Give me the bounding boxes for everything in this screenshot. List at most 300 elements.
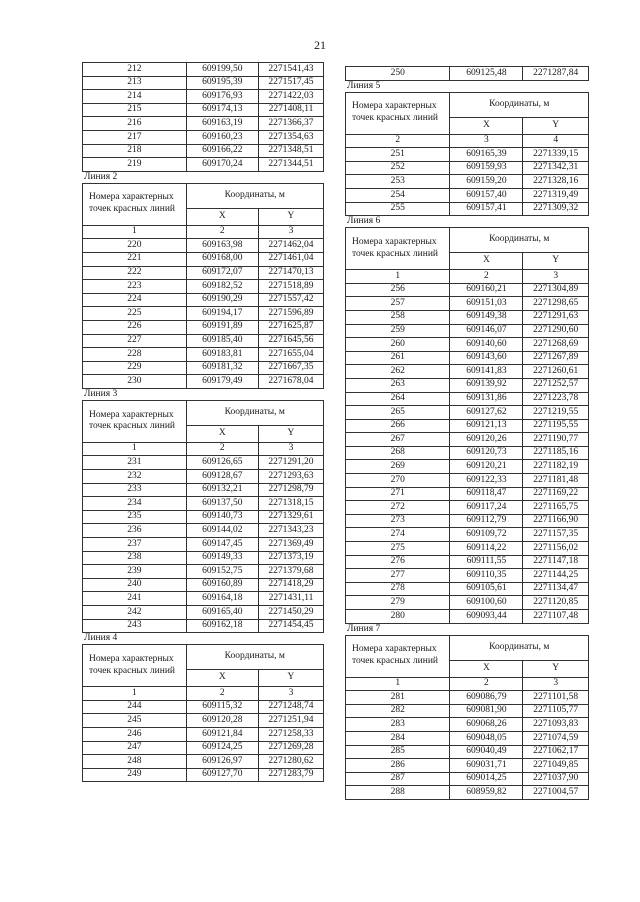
y-coordinate-cell: 2271134,47 bbox=[523, 582, 589, 596]
header-row bbox=[346, 228, 589, 253]
y-coordinate-cell: 2271461,04 bbox=[258, 252, 323, 266]
y-coordinate-cell: 2271319,49 bbox=[523, 188, 589, 202]
point-number-cell: 268 bbox=[346, 446, 450, 460]
point-number-cell: 234 bbox=[83, 497, 187, 511]
column-number-cell: 2 bbox=[450, 270, 523, 284]
point-number-cell: 223 bbox=[83, 280, 187, 294]
x-coordinate-cell: 609146,07 bbox=[450, 324, 523, 338]
table-row bbox=[83, 320, 324, 334]
table-row bbox=[83, 252, 324, 266]
column-number-cell: 4 bbox=[523, 134, 589, 148]
table-row bbox=[346, 786, 589, 800]
table-row bbox=[83, 619, 324, 633]
x-coordinate-cell: 609126,97 bbox=[186, 755, 258, 769]
point-number-cell: 237 bbox=[83, 538, 187, 552]
table-row bbox=[346, 501, 589, 515]
point-number-cell: 272 bbox=[346, 501, 450, 515]
y-coordinate-cell: 2271541,43 bbox=[258, 63, 323, 77]
table-row bbox=[83, 741, 324, 755]
point-number-cell: 248 bbox=[83, 755, 187, 769]
y-coordinate-cell: 2271283,79 bbox=[258, 768, 323, 782]
column-number-row bbox=[83, 687, 324, 701]
point-number-cell: 263 bbox=[346, 378, 450, 392]
point-number-cell: 243 bbox=[83, 619, 187, 633]
x-coordinate-cell: 609176,93 bbox=[186, 90, 258, 104]
y-coordinate-cell: 2271470,13 bbox=[258, 266, 323, 280]
x-coordinate-cell: 609048,05 bbox=[450, 731, 523, 745]
y-coordinate-cell: 2271596,89 bbox=[258, 307, 323, 321]
y-coordinate-cell: 2271354,63 bbox=[258, 130, 323, 144]
y-coordinate-cell: 2271062,17 bbox=[523, 745, 589, 759]
point-number-cell: 269 bbox=[346, 460, 450, 474]
y-coordinate-cell: 2271157,35 bbox=[523, 528, 589, 542]
header-row bbox=[83, 400, 324, 425]
table-row bbox=[83, 103, 324, 117]
x-coordinate-cell: 609128,67 bbox=[186, 470, 258, 484]
point-number-cell: 222 bbox=[83, 266, 187, 280]
table-row bbox=[346, 378, 589, 392]
x-header: X bbox=[186, 425, 258, 442]
point-number-cell: 236 bbox=[83, 524, 187, 538]
line-coordinates-table bbox=[345, 92, 589, 217]
table-row bbox=[346, 392, 589, 406]
point-number-cell: 218 bbox=[83, 144, 187, 158]
table-row bbox=[346, 433, 589, 447]
y-coordinate-cell: 2271093,83 bbox=[523, 718, 589, 732]
y-coordinate-cell: 2271105,77 bbox=[523, 704, 589, 718]
table-row bbox=[83, 348, 324, 362]
x-coordinate-cell: 609127,62 bbox=[450, 406, 523, 420]
y-coordinate-cell: 2271462,04 bbox=[258, 239, 323, 253]
y-coordinate-cell: 2271298,65 bbox=[523, 297, 589, 311]
x-coordinate-cell: 609162,18 bbox=[186, 619, 258, 633]
point-number-cell: 270 bbox=[346, 474, 450, 488]
table-row bbox=[346, 351, 589, 365]
page-number: 21 bbox=[314, 38, 326, 52]
x-coordinate-cell: 609120,28 bbox=[186, 714, 258, 728]
point-number-cell: 288 bbox=[346, 786, 450, 800]
y-coordinate-cell: 2271517,45 bbox=[258, 76, 323, 90]
x-coordinate-cell: 609086,79 bbox=[450, 691, 523, 705]
table-row bbox=[346, 148, 589, 162]
x-header: X bbox=[450, 660, 523, 677]
column-number-cell: 3 bbox=[258, 225, 323, 239]
x-coordinate-cell: 609141,83 bbox=[450, 365, 523, 379]
point-number-cell: 215 bbox=[83, 103, 187, 117]
x-coordinate-cell: 609105,61 bbox=[450, 582, 523, 596]
right-column bbox=[345, 66, 589, 800]
point-number-cell: 282 bbox=[346, 704, 450, 718]
point-column-header: Номера характерных точек красных линий bbox=[346, 92, 450, 134]
line-caption: Линия 5 bbox=[347, 80, 381, 91]
y-coordinate-cell: 2271049,85 bbox=[523, 759, 589, 773]
header-row bbox=[346, 635, 589, 660]
x-coordinate-cell: 609124,25 bbox=[186, 741, 258, 755]
x-coordinate-cell: 609093,44 bbox=[450, 610, 523, 624]
column-number-cell: 1 bbox=[346, 270, 450, 284]
y-coordinate-cell: 2271304,89 bbox=[523, 283, 589, 297]
x-coordinate-cell: 609137,50 bbox=[186, 497, 258, 511]
column-number-cell: 3 bbox=[450, 134, 523, 148]
y-coordinate-cell: 2271422,03 bbox=[258, 90, 323, 104]
table-row bbox=[346, 514, 589, 528]
point-number-cell: 265 bbox=[346, 406, 450, 420]
column-number-cell: 3 bbox=[523, 677, 589, 691]
x-coordinate-cell: 609121,84 bbox=[186, 727, 258, 741]
x-coordinate-cell: 609160,23 bbox=[186, 130, 258, 144]
x-coordinate-cell: 609120,73 bbox=[450, 446, 523, 460]
line-coordinates-table bbox=[82, 400, 324, 633]
y-coordinate-cell: 2271309,32 bbox=[523, 202, 589, 216]
table-row bbox=[346, 759, 589, 773]
y-coordinate-cell: 2271181,48 bbox=[523, 474, 589, 488]
y-coordinate-cell: 2271678,04 bbox=[258, 375, 323, 389]
y-coordinate-cell: 2271004,57 bbox=[523, 786, 589, 800]
point-number-cell: 275 bbox=[346, 542, 450, 556]
x-header: X bbox=[450, 117, 523, 134]
line-caption: Линия 3 bbox=[84, 388, 118, 399]
x-coordinate-cell: 609118,47 bbox=[450, 487, 523, 501]
point-number-cell: 266 bbox=[346, 419, 450, 433]
x-coordinate-cell: 609149,33 bbox=[186, 551, 258, 565]
table-row bbox=[83, 307, 324, 321]
table-row bbox=[346, 704, 589, 718]
x-coordinate-cell: 609160,89 bbox=[186, 578, 258, 592]
x-coordinate-cell: 609183,81 bbox=[186, 348, 258, 362]
point-number-cell: 267 bbox=[346, 433, 450, 447]
table-row bbox=[346, 310, 589, 324]
y-coordinate-cell: 2271260,61 bbox=[523, 365, 589, 379]
y-coordinate-cell: 2271252,57 bbox=[523, 378, 589, 392]
table-row bbox=[346, 731, 589, 745]
table-row bbox=[346, 718, 589, 732]
table-row bbox=[83, 551, 324, 565]
y-coordinate-cell: 2271645,56 bbox=[258, 334, 323, 348]
point-number-cell: 240 bbox=[83, 578, 187, 592]
point-number-cell: 227 bbox=[83, 334, 187, 348]
x-coordinate-cell: 609181,32 bbox=[186, 361, 258, 375]
y-coordinate-cell: 2271267,89 bbox=[523, 351, 589, 365]
x-coordinate-cell: 609126,65 bbox=[186, 456, 258, 470]
y-coordinate-cell: 2271298,79 bbox=[258, 483, 323, 497]
point-number-cell: 235 bbox=[83, 510, 187, 524]
column-number-row bbox=[346, 677, 589, 691]
y-coordinate-cell: 2271258,33 bbox=[258, 727, 323, 741]
y-coordinate-cell: 2271248,74 bbox=[258, 700, 323, 714]
table-row bbox=[83, 578, 324, 592]
x-coordinate-cell: 609127,70 bbox=[186, 768, 258, 782]
point-number-cell: 216 bbox=[83, 117, 187, 131]
point-number-cell: 231 bbox=[83, 456, 187, 470]
line-caption: Линия 2 bbox=[84, 171, 118, 182]
line-caption: Линия 6 bbox=[347, 216, 381, 227]
point-number-cell: 241 bbox=[83, 592, 187, 606]
y-coordinate-cell: 2271185,16 bbox=[523, 446, 589, 460]
point-column-header: Номера характерных точек красных линий bbox=[83, 400, 187, 442]
x-coordinate-cell: 609195,39 bbox=[186, 76, 258, 90]
x-coordinate-cell: 609143,60 bbox=[450, 351, 523, 365]
x-coordinate-cell: 609110,35 bbox=[450, 569, 523, 583]
x-coordinate-cell: 609068,26 bbox=[450, 718, 523, 732]
table-row bbox=[83, 470, 324, 484]
x-coordinate-cell: 609182,52 bbox=[186, 280, 258, 294]
table-row bbox=[346, 772, 589, 786]
y-coordinate-cell: 2271450,29 bbox=[258, 606, 323, 620]
point-number-cell: 281 bbox=[346, 691, 450, 705]
point-number-cell: 274 bbox=[346, 528, 450, 542]
x-coordinate-cell: 609140,73 bbox=[186, 510, 258, 524]
y-coordinate-cell: 2271074,59 bbox=[523, 731, 589, 745]
point-number-cell: 283 bbox=[346, 718, 450, 732]
y-coordinate-cell: 2271343,23 bbox=[258, 524, 323, 538]
point-number-cell: 286 bbox=[346, 759, 450, 773]
x-header: X bbox=[186, 670, 258, 687]
coordinates-header: Координаты, м bbox=[450, 635, 589, 660]
table-row bbox=[83, 727, 324, 741]
x-coordinate-cell: 609120,21 bbox=[450, 460, 523, 474]
point-number-cell: 254 bbox=[346, 188, 450, 202]
table-row bbox=[346, 610, 589, 624]
point-number-cell: 225 bbox=[83, 307, 187, 321]
table-row bbox=[346, 446, 589, 460]
y-coordinate-cell: 2271190,77 bbox=[523, 433, 589, 447]
table-row bbox=[83, 510, 324, 524]
y-coordinate-cell: 2271147,18 bbox=[523, 555, 589, 569]
y-header: Y bbox=[258, 425, 323, 442]
table-row bbox=[83, 606, 324, 620]
table-row bbox=[83, 483, 324, 497]
x-coordinate-cell: 609190,29 bbox=[186, 293, 258, 307]
x-coordinate-cell: 609139,92 bbox=[450, 378, 523, 392]
x-coordinate-cell: 609163,19 bbox=[186, 117, 258, 131]
point-number-cell: 278 bbox=[346, 582, 450, 596]
x-coordinate-cell: 609117,24 bbox=[450, 501, 523, 515]
point-number-cell: 250 bbox=[346, 67, 450, 81]
y-coordinate-cell: 2271166,90 bbox=[523, 514, 589, 528]
y-coordinate-cell: 2271144,25 bbox=[523, 569, 589, 583]
point-number-cell: 213 bbox=[83, 76, 187, 90]
point-number-cell: 261 bbox=[346, 351, 450, 365]
point-number-cell: 251 bbox=[346, 148, 450, 162]
y-coordinate-cell: 2271418,29 bbox=[258, 578, 323, 592]
column-number-cell: 1 bbox=[83, 225, 187, 239]
point-number-cell: 238 bbox=[83, 551, 187, 565]
x-coordinate-cell: 609199,50 bbox=[186, 63, 258, 77]
table-row bbox=[346, 582, 589, 596]
table-row bbox=[83, 456, 324, 470]
y-coordinate-cell: 2271318,15 bbox=[258, 497, 323, 511]
x-coordinate-cell: 609152,75 bbox=[186, 565, 258, 579]
table-row bbox=[83, 497, 324, 511]
line-coordinates-table bbox=[82, 644, 324, 782]
x-coordinate-cell: 609172,07 bbox=[186, 266, 258, 280]
y-coordinate-cell: 2271348,51 bbox=[258, 144, 323, 158]
y-coordinate-cell: 2271156,02 bbox=[523, 542, 589, 556]
y-coordinate-cell: 2271223,78 bbox=[523, 392, 589, 406]
x-coordinate-cell: 609131,86 bbox=[450, 392, 523, 406]
table-row bbox=[346, 555, 589, 569]
point-number-cell: 252 bbox=[346, 161, 450, 175]
x-coordinate-cell: 609159,20 bbox=[450, 175, 523, 189]
y-coordinate-cell: 2271344,51 bbox=[258, 158, 323, 172]
point-number-cell: 229 bbox=[83, 361, 187, 375]
table-row bbox=[346, 745, 589, 759]
y-coordinate-cell: 2271251,94 bbox=[258, 714, 323, 728]
point-number-cell: 246 bbox=[83, 727, 187, 741]
line-coordinates-table bbox=[82, 183, 324, 389]
column-number-cell: 3 bbox=[258, 687, 323, 701]
table-row bbox=[346, 202, 589, 216]
point-number-cell: 228 bbox=[83, 348, 187, 362]
table-row bbox=[346, 283, 589, 297]
point-number-cell: 239 bbox=[83, 565, 187, 579]
x-coordinate-cell: 609157,40 bbox=[450, 188, 523, 202]
table-row bbox=[83, 538, 324, 552]
x-coordinate-cell: 609149,38 bbox=[450, 310, 523, 324]
y-coordinate-cell: 2271373,19 bbox=[258, 551, 323, 565]
table-row bbox=[83, 117, 324, 131]
point-number-cell: 242 bbox=[83, 606, 187, 620]
table-row bbox=[83, 76, 324, 90]
y-coordinate-cell: 2271339,15 bbox=[523, 148, 589, 162]
x-coordinate-cell: 609100,60 bbox=[450, 596, 523, 610]
table-row bbox=[83, 90, 324, 104]
line-coordinates-table bbox=[345, 227, 589, 623]
column-number-cell: 2 bbox=[450, 677, 523, 691]
x-coordinate-cell: 609159,93 bbox=[450, 161, 523, 175]
x-coordinate-cell: 609157,41 bbox=[450, 202, 523, 216]
point-number-cell: 233 bbox=[83, 483, 187, 497]
x-coordinate-cell: 609147,45 bbox=[186, 538, 258, 552]
x-coordinate-cell: 609031,71 bbox=[450, 759, 523, 773]
table-row bbox=[346, 161, 589, 175]
header-row bbox=[83, 645, 324, 670]
y-header: Y bbox=[523, 117, 589, 134]
point-number-cell: 255 bbox=[346, 202, 450, 216]
y-header: Y bbox=[258, 670, 323, 687]
point-number-cell: 221 bbox=[83, 252, 187, 266]
table-row bbox=[83, 592, 324, 606]
y-coordinate-cell: 2271431,11 bbox=[258, 592, 323, 606]
table-row bbox=[83, 565, 324, 579]
x-coordinate-cell: 609166,22 bbox=[186, 144, 258, 158]
y-coordinate-cell: 2271280,62 bbox=[258, 755, 323, 769]
left-column bbox=[82, 62, 324, 782]
point-number-cell: 245 bbox=[83, 714, 187, 728]
table-row bbox=[346, 419, 589, 433]
x-coordinate-cell: 609165,40 bbox=[186, 606, 258, 620]
point-number-cell: 279 bbox=[346, 596, 450, 610]
y-coordinate-cell: 2271293,63 bbox=[258, 470, 323, 484]
x-coordinate-cell: 609179,49 bbox=[186, 375, 258, 389]
point-number-cell: 284 bbox=[346, 731, 450, 745]
column-number-row bbox=[83, 225, 324, 239]
point-number-cell: 226 bbox=[83, 320, 187, 334]
y-coordinate-cell: 2271268,69 bbox=[523, 338, 589, 352]
x-coordinate-cell: 609040,49 bbox=[450, 745, 523, 759]
table-row bbox=[83, 158, 324, 172]
table-row bbox=[83, 266, 324, 280]
column-number-cell: 2 bbox=[186, 687, 258, 701]
point-number-cell: 247 bbox=[83, 741, 187, 755]
x-header: X bbox=[450, 253, 523, 270]
column-number-row bbox=[346, 134, 589, 148]
x-coordinate-cell: 609014,25 bbox=[450, 772, 523, 786]
table-row bbox=[346, 406, 589, 420]
point-number-cell: 259 bbox=[346, 324, 450, 338]
table-row bbox=[346, 528, 589, 542]
table-row bbox=[83, 334, 324, 348]
x-coordinate-cell: 609163,98 bbox=[186, 239, 258, 253]
x-coordinate-cell: 609168,00 bbox=[186, 252, 258, 266]
y-coordinate-cell: 2271557,42 bbox=[258, 293, 323, 307]
point-number-cell: 257 bbox=[346, 297, 450, 311]
point-number-cell: 249 bbox=[83, 768, 187, 782]
point-number-cell: 219 bbox=[83, 158, 187, 172]
x-coordinate-cell: 609144,02 bbox=[186, 524, 258, 538]
column-number-cell: 3 bbox=[523, 270, 589, 284]
table-row bbox=[83, 239, 324, 253]
y-coordinate-cell: 2271329,61 bbox=[258, 510, 323, 524]
x-coordinate-cell: 609125,48 bbox=[450, 67, 523, 81]
y-header: Y bbox=[523, 660, 589, 677]
coordinates-header: Координаты, м bbox=[450, 92, 589, 117]
coordinates-header: Координаты, м bbox=[186, 645, 323, 670]
y-coordinate-cell: 2271287,84 bbox=[523, 67, 589, 81]
y-coordinate-cell: 2271269,28 bbox=[258, 741, 323, 755]
y-coordinate-cell: 2271366,37 bbox=[258, 117, 323, 131]
y-coordinate-cell: 2271290,60 bbox=[523, 324, 589, 338]
point-number-cell: 253 bbox=[346, 175, 450, 189]
x-coordinate-cell: 609115,32 bbox=[186, 700, 258, 714]
x-coordinate-cell: 609164,18 bbox=[186, 592, 258, 606]
line-caption: Линия 4 bbox=[84, 633, 118, 644]
y-coordinate-cell: 2271328,16 bbox=[523, 175, 589, 189]
point-number-cell: 220 bbox=[83, 239, 187, 253]
table-row bbox=[83, 293, 324, 307]
point-number-cell: 258 bbox=[346, 310, 450, 324]
x-coordinate-cell: 609111,55 bbox=[450, 555, 523, 569]
point-number-cell: 273 bbox=[346, 514, 450, 528]
column-number-cell: 1 bbox=[83, 442, 187, 456]
table-row bbox=[83, 700, 324, 714]
x-coordinate-cell: 609122,33 bbox=[450, 474, 523, 488]
table-row bbox=[346, 691, 589, 705]
y-header: Y bbox=[523, 253, 589, 270]
point-column-header: Номера характерных точек красных линий bbox=[346, 228, 450, 270]
y-coordinate-cell: 2271667,35 bbox=[258, 361, 323, 375]
table-row bbox=[83, 714, 324, 728]
point-column-header: Номера характерных точек красных линий bbox=[346, 635, 450, 677]
y-coordinate-cell: 2271408,11 bbox=[258, 103, 323, 117]
x-coordinate-cell: 609081,90 bbox=[450, 704, 523, 718]
x-coordinate-cell: 609194,17 bbox=[186, 307, 258, 321]
table-row bbox=[346, 67, 589, 81]
point-number-cell: 287 bbox=[346, 772, 450, 786]
table-row bbox=[346, 175, 589, 189]
column-number-cell: 2 bbox=[186, 225, 258, 239]
x-coordinate-cell: 609112,79 bbox=[450, 514, 523, 528]
coordinates-header: Координаты, м bbox=[450, 228, 589, 253]
table-row bbox=[83, 144, 324, 158]
continuation-table bbox=[345, 66, 589, 81]
table-row bbox=[346, 297, 589, 311]
table-row bbox=[83, 361, 324, 375]
column-number-cell: 1 bbox=[346, 677, 450, 691]
point-number-cell: 260 bbox=[346, 338, 450, 352]
table-row bbox=[346, 365, 589, 379]
table-row bbox=[346, 569, 589, 583]
